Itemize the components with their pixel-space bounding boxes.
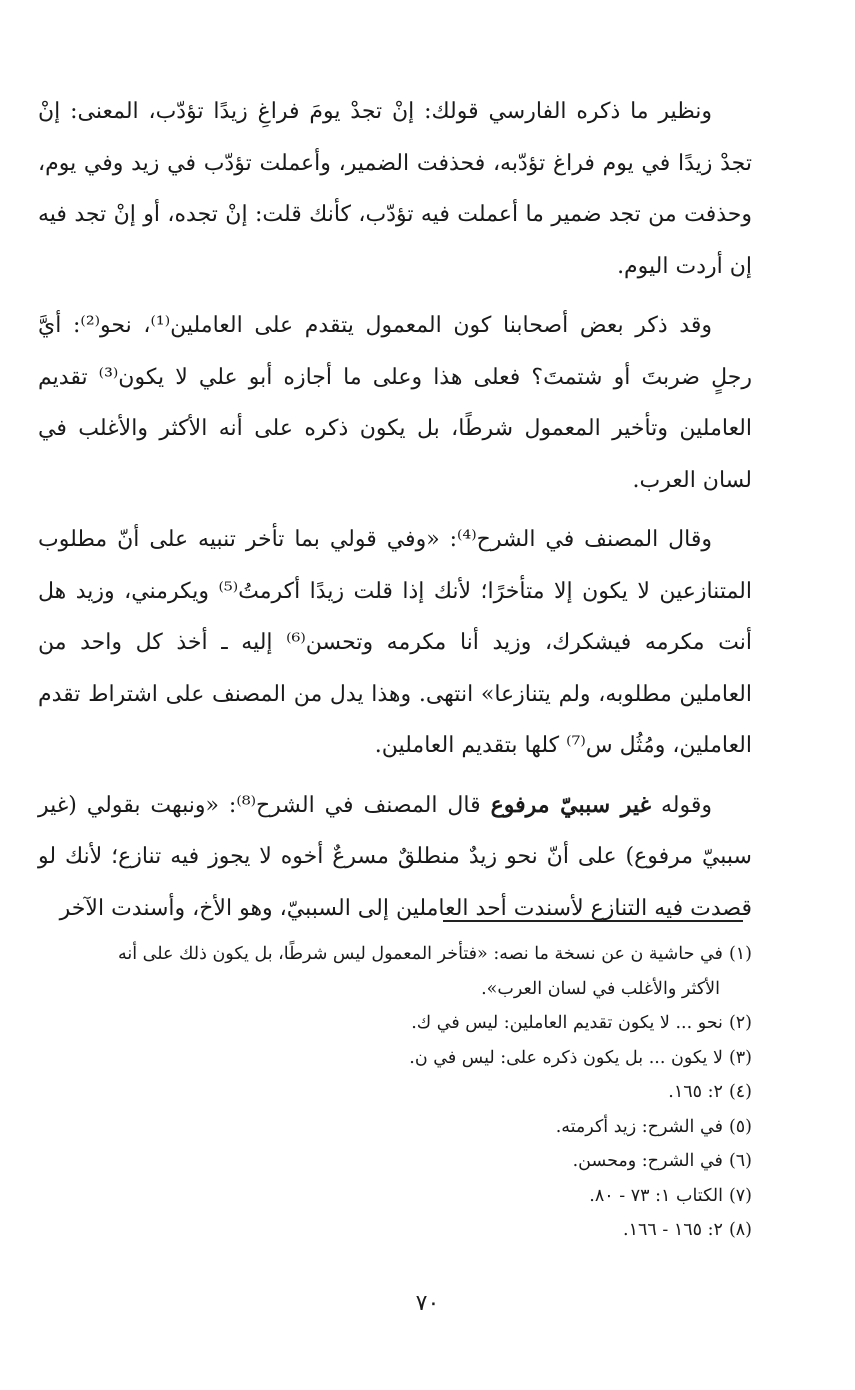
- footnote-3: [38, 1041, 752, 1076]
- main-text: [38, 86, 752, 934]
- footnote-1-text: في حاشية ن عن نسخة ما نصه: «فتأخر المعمول ليس شرطًا، بل يكون ذلك على أنه: [117, 944, 723, 964]
- footnote-4-number: (٤): [728, 1082, 752, 1102]
- footnote-7: [38, 1179, 752, 1214]
- footnote-7-text: الكتاب ١: ٧٣ - ٨٠.: [589, 1185, 723, 1206]
- footnote-8: [38, 1213, 752, 1248]
- paragraph-4: [38, 780, 752, 935]
- footnote-1-continuation: الأكثر والأغلب في لسان العرب».: [481, 978, 720, 999]
- footnote-8-number: (٨): [728, 1220, 752, 1240]
- paragraph-2-text: وقد ذكر بعض أصحابنا كون المعمول يتقدم على العاملين⁽¹⁾، نحو⁽²⁾: أيَّ رجلٍ ضربتَ أو شتمتَ؟ فعلى هذا وعلى ما أجازه أبو علي لا يكون⁽³⁾ تقديم العاملين وتأخير المعمول شرطًا، بل يكون ذكره على أنه الأكثر والأغلب في لسان العرب.: [38, 313, 752, 493]
- footnote-4-text: ٢: ١٦٥.: [668, 1082, 723, 1102]
- page-number: ٧٠: [415, 1291, 440, 1316]
- footnote-5-number: (٥): [728, 1116, 752, 1137]
- footnote-8-text: ٢: ١٦٥ - ١٦٦.: [623, 1220, 723, 1240]
- footnote-4: [38, 1075, 752, 1110]
- footnote-1-number: (١): [728, 944, 752, 964]
- footnote-1: [38, 937, 752, 1006]
- footnote-2-text: نحو ... لا يكون تقديم العاملين: ليس في ك.: [411, 1013, 723, 1033]
- paragraph-4-lead: وقوله: [660, 792, 712, 818]
- paragraph-2: [38, 300, 752, 506]
- footnote-2-number: (٢): [728, 1013, 752, 1033]
- paragraph-4-text: قال المصنف في الشرح⁽⁸⁾: «ونبهت بقولي (غير سببيّ مرفوع) على أنّ نحو زيدٌ منطلقٌ مسرعٌ أخوه لا يجوز فيه تنازع؛ لأنك لو قصدت فيه التنازع لأسندت أحد العاملين إلى السببيّ، وهو الأخ، وأسندت الآخر: [38, 792, 752, 921]
- footnote-2: [38, 1006, 752, 1041]
- footnote-3-number: (٣): [728, 1047, 752, 1068]
- footnote-6-text: في الشرح: ومحسن.: [572, 1151, 723, 1171]
- footnote-7-number: (٧): [728, 1185, 752, 1206]
- paragraph-1: [38, 86, 752, 292]
- footnotes: [38, 937, 752, 1248]
- footnote-6-number: (٦): [728, 1151, 752, 1171]
- footnote-3-text: لا يكون ... بل يكون ذكره على: ليس في ن.: [409, 1047, 723, 1068]
- paragraph-3-text: وقال المصنف في الشرح⁽⁴⁾: «وفي قولي بما تأخر تنبيه على أنّ مطلوب المتنازعين لا يكون إلا متأخرًا؛ لأنك إذا قلت زيدًا أكرمتُ⁽⁵⁾ ويكرمني، وزيد هل أنت مكرمه فيشكرك، وزيد أنا مكرمه وتحسن⁽⁶⁾ إليه ـ أخذ كل واحد من العاملين مطلوبه، ولم يتنازعا» انتهى. وهذا يدل من المصنف على اشتراط تقدم العاملين، ومُثُل س⁽⁷⁾ كلها بتقديم العاملين.: [38, 527, 752, 758]
- paragraph-3: [38, 514, 752, 772]
- footnote-6: [38, 1144, 752, 1179]
- footnote-5-text: في الشرح: زيد أكرمته.: [555, 1116, 723, 1137]
- paragraph-4-emphasis: غير سببيّ مرفوع: [490, 791, 652, 818]
- footnote-divider: [443, 920, 743, 922]
- paragraph-1-text: ونظير ما ذكره الفارسي قولك: إنْ تجدْ يومَ فراغِ زيدًا تؤدّب، المعنى: إنْ تجدْ زيدًا في يوم فراغ تؤدّبه، فحذفت الضمير، وأعملت تؤدّب في زيد وفي يوم، وحذفت من تجد ضمير ما أعملت فيه تؤدّب، كأنك قلت: إنْ تجده، أو إنْ تجد فيه إن أردت اليوم.: [38, 99, 752, 279]
- footnote-5: [38, 1110, 752, 1145]
